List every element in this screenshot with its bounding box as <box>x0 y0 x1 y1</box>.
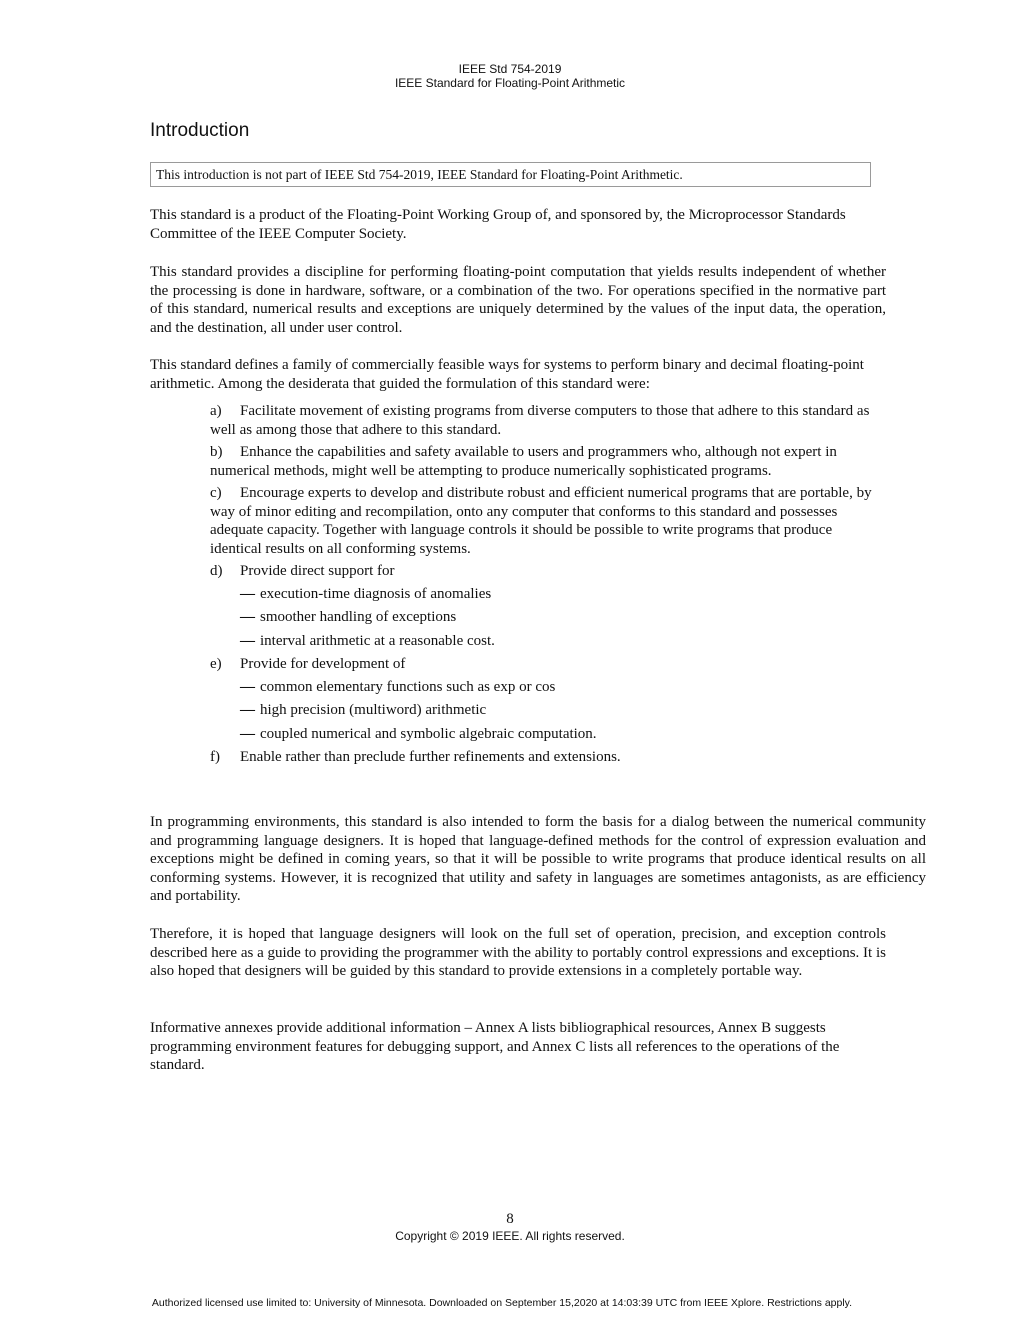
em-dash: — <box>240 725 255 742</box>
paragraph-4-text: In programming environments, this standard is also intended to form the basis for a dialog between the numerical community and programming language designers. It is hoped that language-defined methods for the control of expression evaluation and exceptions might be defined in coming years, so that it will be possible to write programs that produce identical results on all conforming systems. However, it is recognized that utility and safety in languages are sometimes antagonists, as are efficiency and portability. <box>150 814 926 904</box>
running-header <box>0 62 1020 90</box>
list-label-f: f) <box>210 749 220 765</box>
list-text-b: Enhance the capabilities and safety available to users and programmers who, although not expert in numerical methods, might well be attempting to produce numerically sophisticated programs. <box>210 444 837 479</box>
list-subitem-d2 <box>240 608 875 627</box>
list-item-a <box>210 402 875 439</box>
list-subitem-d3 <box>240 632 875 651</box>
em-dash: — <box>240 585 255 602</box>
intro-note-box: This introduction is not part of IEEE Std 754-2019, IEEE Standard for Floating-Point Arithmetic. <box>150 162 871 187</box>
paragraph-3 <box>150 356 886 393</box>
list-subitem-e1 <box>240 678 875 697</box>
list-subitem-text: high precision (multiword) arithmetic <box>260 702 487 718</box>
section-title: Introduction <box>150 120 250 141</box>
license-notice: Authorized licensed use limited to: University of Minnesota. Downloaded on September 15,2020 at 14:03:39 UTC from IEEE Xplore. Restrictions apply. <box>151 1297 853 1309</box>
list-item-e <box>210 655 875 674</box>
page-number: 8 <box>506 1211 514 1227</box>
list-text-f: Enable rather than preclude further refinements and extensions. <box>240 749 621 765</box>
paragraph-3-text: This standard defines a family of commercially feasible ways for systems to perform binary and decimal floating-point arithmetic. Among the desiderata that guided the formulation of this standard were: <box>150 357 864 392</box>
list-label-a: a) <box>210 403 222 419</box>
em-dash: — <box>240 632 255 649</box>
list-subitem-e3 <box>240 725 875 744</box>
paragraph-2 <box>150 263 886 337</box>
list-text-c: Encourage experts to develop and distribute robust and efficient numerical programs that are portable, by way of minor editing and recompilation, onto any computer that conforms to this standard and possesses adequate capacity. Together with language controls it should be possible to write programs that produce identical results on all conforming systems. <box>210 485 872 557</box>
paragraph-1-text: This standard is a product of the Floating-Point Working Group of, and sponsored by, the Microprocessor Standards Committee of the IEEE Computer Society. <box>150 207 846 242</box>
list-label-e: e) <box>210 656 222 672</box>
list-label-b: b) <box>210 444 223 460</box>
list-label-c: c) <box>210 485 222 501</box>
list-item-b <box>210 443 875 480</box>
list-label-d: d) <box>210 563 223 579</box>
paragraph-5-text: Therefore, it is hoped that language designers will look on the full set of operation, precision, and exception controls described here as a guide to providing the programmer with the ability to portably control expressions and exceptions. It is also hoped that designers will be guided by this standard to provide extensions in a completely portable way. <box>150 926 886 979</box>
list-item-f <box>210 748 875 767</box>
list-subitem-text: common elementary functions such as exp or cos <box>260 678 556 695</box>
list-item-d <box>210 562 875 581</box>
paragraph-2-text: This standard provides a discipline for performing floating-point computation that yields results independent of whether the processing is done in hardware, software, or a combination of the two. For operations specified in the normative part of this standard, numerical results and exceptions are uniquely determined by the values of the input data, the operation, and the destination, all under user control. <box>150 264 886 336</box>
list-subitem-text: coupled numerical and symbolic algebraic computation. <box>260 725 597 742</box>
paragraph-4 <box>150 813 926 906</box>
paragraph-1 <box>150 206 886 243</box>
desiderata-list <box>210 402 875 771</box>
em-dash: — <box>240 678 255 695</box>
list-text-d: Provide direct support for <box>240 563 395 579</box>
header-standard-title: IEEE Standard for Floating-Point Arithmetic <box>394 76 626 90</box>
paragraph-5 <box>150 925 886 981</box>
em-dash: — <box>240 702 255 718</box>
list-text-e: Provide for development of <box>240 656 406 672</box>
em-dash: — <box>240 609 255 625</box>
paragraph-6 <box>150 1019 886 1075</box>
list-subitem-e2 <box>240 701 875 720</box>
paragraph-6-text: Informative annexes provide additional information – Annex A lists bibliographical resources, Annex B suggests programming environment features for debugging support, and Annex C lists all references to the operations of the standard. <box>150 1020 840 1073</box>
list-text-a: Facilitate movement of existing programs from diverse computers to those that adhere to this standard as well as among those that adhere to this standard. <box>210 403 870 438</box>
list-subitem-text: interval arithmetic at a reasonable cost. <box>260 632 495 649</box>
list-subitem-d1 <box>240 585 875 604</box>
copyright-notice: Copyright © 2019 IEEE. All rights reserved. <box>395 1229 625 1243</box>
list-subitem-text: smoother handling of exceptions <box>260 609 457 625</box>
list-subitem-text: execution-time diagnosis of anomalies <box>260 585 492 602</box>
header-standard-number: IEEE Std 754-2019 <box>458 62 562 76</box>
list-item-c <box>210 484 875 558</box>
